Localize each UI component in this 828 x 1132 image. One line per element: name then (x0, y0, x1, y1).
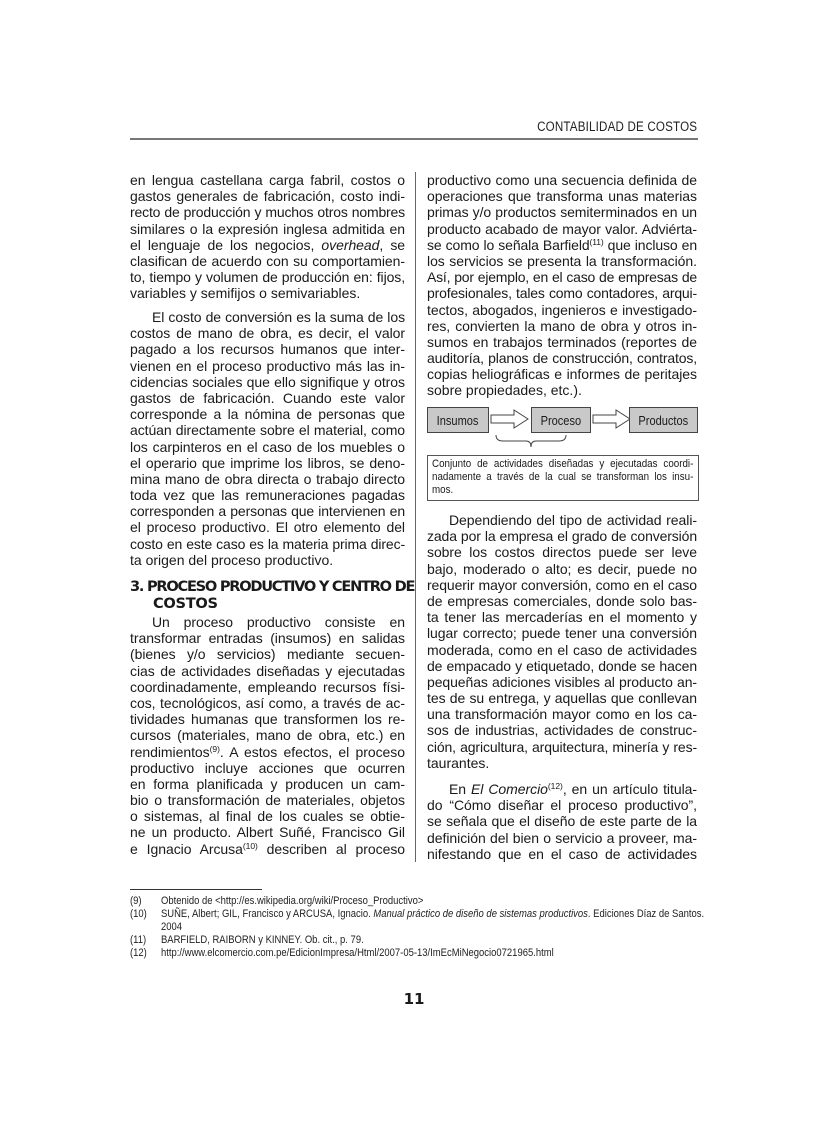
text-run: producto acabado de mayor valor. Adviérta- (427, 220, 697, 237)
text-run: productivo incluye acciones que ocurren (130, 759, 405, 776)
text-run: http://www.elcomercio.com.pe/EdicionImpresa/Html/2007-05-13/ImEcMiNegocio0721965.html (160, 947, 554, 959)
text-run: moderada, como en el caso de actividades (427, 641, 697, 658)
text-run: el operario que imprime los libros, se deno- (130, 454, 405, 471)
text-run: do “Cómo diseñar el proceso productivo”, (427, 797, 697, 814)
text-run: nifestando que en el caso de actividades (427, 845, 697, 862)
footnote-ref: (10) (242, 840, 258, 851)
text-line (130, 646, 405, 662)
text-run: coordinadamente, empleando recursos físi- (130, 678, 405, 695)
text-run: se como lo señala Barfield (427, 236, 590, 253)
text-line (427, 739, 697, 755)
text-run: cias de actividades diseñadas y ejecutadas (130, 662, 405, 679)
text-line (130, 841, 405, 857)
heading-line: COSTOS (153, 595, 218, 612)
text-run: zada por la empresa el grado de conversión (427, 528, 697, 545)
text-run: 2004 (160, 921, 183, 933)
text-run: operaciones que transforma unas materias (427, 188, 697, 205)
text-run: toda vez que las remuneraciones pagadas (130, 487, 405, 504)
text-run: recto de producción y muchos otros nombres (130, 204, 405, 221)
text-run: El costo de conversión es la suma de los (152, 309, 405, 325)
footnote (130, 934, 364, 947)
text-line (427, 253, 697, 269)
text-run: gastos generales de fabricación, costo indi- (130, 188, 405, 205)
text-run: el lenguaje de los negocios, (130, 236, 322, 253)
text-line (130, 519, 405, 535)
text-run: cidencias sociales que ello signifique y otros (130, 373, 405, 390)
text-run: ción, agricultura, arquitectura, minería y res- (427, 738, 697, 755)
text-run: (bienes y/o servicios) mediante secuen- (130, 646, 405, 663)
text-run: taurantes. (427, 754, 490, 771)
text-line (130, 776, 405, 792)
text-run: cos, tecnológicos, así como, a través de ac- (130, 694, 405, 711)
text-run: variables y semifijos o semivariables. (130, 285, 361, 302)
text-run: auditoría, planos de construcción, contratos, (427, 350, 697, 367)
text-line (427, 674, 697, 690)
caption-line: nadamente a través de la cual se transforman los insu- (432, 471, 694, 483)
footnote-rule (130, 889, 262, 890)
text-run: . Ediciones Díaz de Santos. (587, 908, 705, 920)
arrow-right-icon (490, 409, 530, 429)
text-line (130, 237, 405, 253)
text-line (130, 341, 405, 357)
text-line (427, 846, 697, 862)
text-line (427, 188, 697, 204)
text-run: to, tiempo y volumen de producción en: fijos, (130, 269, 405, 286)
text-run: en lengua castellana carga fabril, costos o (130, 172, 405, 188)
text-line (130, 503, 405, 519)
paragraph (427, 172, 697, 399)
text-line (130, 487, 405, 503)
text-run: Así, por ejemplo, en el caso de empresas de (427, 269, 697, 286)
text-line (427, 813, 697, 829)
heading-line: 3. PROCESO PRODUCTIVO Y CENTRO DE (130, 578, 415, 595)
footnote-ref: (11) (589, 236, 604, 247)
text-run: bio o transformación de materiales, objetos (130, 792, 405, 809)
diagram-box-proceso (531, 407, 591, 433)
text-line (427, 366, 697, 382)
text-line (130, 536, 405, 552)
text-run: sumos en trabajos terminados (reportes de (427, 333, 697, 350)
text-line (130, 221, 405, 237)
italic-text: Manual práctico de diseño de sistemas productivos (373, 908, 588, 920)
footnote-number: (12) (130, 947, 147, 959)
text-line (427, 318, 697, 334)
diagram-box-productos (629, 407, 698, 433)
footnote-text[interactable] (161, 895, 423, 907)
text-line (130, 172, 405, 188)
text-run: copias heliográficas e informes de peritajes (427, 366, 697, 383)
paragraph (427, 512, 697, 771)
text-run: de empacado y etiquetado, donde se hacen (427, 657, 697, 674)
text-run: en forma planificada y producen un cam- (130, 775, 405, 792)
text-line (427, 797, 697, 813)
text-run: los servicios se presenta la transformación. (427, 252, 697, 269)
text-run: SUÑE, Albert; GIL, Francisco y ARCUSA, Ignacio. (160, 908, 374, 920)
text-line (427, 722, 697, 738)
text-run: lugar correcto; puede tener una conversión (427, 625, 697, 642)
text-run: corresponde a la nómina de personas que (130, 406, 405, 423)
text-line (130, 455, 405, 471)
text-run: mina mano de obra directa o trabajo directo (130, 470, 405, 487)
text-line (130, 269, 405, 285)
text-run: En (449, 781, 472, 797)
text-line (427, 382, 697, 398)
text-run: productivo como una secuencia definida de (427, 172, 697, 188)
text-run: profesionales, tales como contadores, arqui- (427, 285, 697, 302)
text-line (130, 204, 405, 220)
text-line (130, 325, 405, 341)
text-line (130, 374, 405, 390)
footnote (130, 908, 704, 921)
text-line (427, 269, 697, 285)
text-run: actúan directamente sobre el material, como (130, 422, 405, 439)
text-line (427, 609, 697, 625)
text-run: de empresas comerciales, donde solo bas- (427, 592, 697, 609)
text-line (427, 285, 697, 301)
paragraph (130, 309, 405, 568)
text-line (427, 512, 697, 528)
text-line (427, 350, 697, 366)
paragraph (130, 614, 405, 857)
section-heading (130, 578, 415, 612)
text-line (427, 334, 697, 350)
diagram-box-insumos (427, 407, 489, 433)
text-line (130, 285, 405, 301)
text-line (427, 237, 697, 253)
text-line (130, 422, 405, 438)
text-line (427, 625, 697, 641)
text-run: clasifican de acuerdo con su comportamien- (130, 252, 405, 269)
text-run: sos de industrias, actividades de construc- (427, 722, 697, 739)
text-line (130, 824, 405, 840)
text-line (130, 760, 405, 776)
text-run: el proceso productivo. El otro elemento del (130, 519, 405, 536)
text-run: pequeñas adiciones visibles al producto an- (427, 673, 697, 690)
page-number: 11 (403, 990, 425, 1008)
paragraph (130, 172, 405, 302)
footnote-number: (10) (130, 908, 147, 920)
footnote (130, 895, 423, 908)
italic-text: overhead (321, 236, 380, 253)
text-line (130, 188, 405, 204)
footnote-number: (11) (130, 934, 147, 946)
text-run: tividades humanas que transformen los re- (130, 711, 405, 728)
footnote-number: (9) (130, 895, 142, 907)
text-line (130, 695, 405, 711)
text-run: res, convierten la mano de obra y otros in- (427, 317, 697, 334)
text-line (427, 172, 697, 188)
text-run: bajo, moderado o alto; es decir, puede no (427, 560, 697, 577)
text-run: vienen en el proceso productivo más las in- (130, 357, 405, 374)
text-line (427, 561, 697, 577)
text-line (130, 471, 405, 487)
footnote-text (161, 921, 182, 933)
text-run: . A estos efectos, el proceso (219, 743, 405, 760)
text-run: se señala que el diseño de este parte de la (427, 813, 697, 830)
text-run: ta origen del proceso productivo. (130, 551, 334, 568)
text-line (130, 808, 405, 824)
text-run: transformar entradas (insumos) en salidas (130, 630, 405, 647)
text-run: ne un producto. Albert Suñé, Francisco Gil (130, 824, 405, 841)
text-run: una transformación mayor como en los ca- (427, 706, 697, 723)
text-run: primas y/o productos semiterminados en un (427, 204, 697, 221)
text-line (130, 309, 405, 325)
text-line (427, 706, 697, 722)
text-run: los carpinteros en el caso de los muebles o (130, 438, 405, 455)
text-line (130, 406, 405, 422)
text-line (427, 544, 697, 560)
text-line (427, 528, 697, 544)
column-divider (415, 172, 416, 862)
text-run: definición del bien o servicio a proveer, ma- (427, 829, 697, 846)
running-header: CONTABILIDAD DE COSTOS (536, 119, 697, 134)
text-line (130, 663, 405, 679)
text-run: , en un artículo titula- (562, 781, 697, 797)
header-rule (130, 138, 698, 140)
text-line (130, 614, 405, 630)
text-run: describen al proceso (257, 840, 405, 857)
text-run: rendimientos (130, 743, 210, 760)
text-line (130, 679, 405, 695)
text-run: Obtenido de <http://es.wikipedia.org/wiki/Proceso_Productivo> (160, 895, 424, 907)
text-line (130, 792, 405, 808)
text-run: tectos, abogados, ingenieros e investigado- (427, 301, 697, 318)
text-run: corresponden a personas que intervienen en (130, 503, 405, 520)
footnote-ref: (9) (209, 743, 220, 754)
text-line (427, 221, 697, 237)
footnote (130, 921, 182, 934)
text-line (427, 204, 697, 220)
text-run: Dependiendo del tipo de actividad reali- (449, 512, 697, 528)
text-run: BARFIELD, RAIBORN y KINNEY. Ob. cit., p. 79. (160, 934, 364, 946)
italic-text: El Comercio (471, 781, 548, 797)
text-line (130, 727, 405, 743)
text-line (130, 439, 405, 455)
diagram-caption (427, 455, 699, 501)
text-run: similares o la expresión inglesa admitida en (130, 220, 405, 237)
text-line (427, 642, 697, 658)
text-line (427, 781, 697, 797)
text-run: gastos de fabricación. Cuando este valor (130, 389, 405, 406)
text-line (130, 711, 405, 727)
text-run: Un proceso productivo consiste en (152, 614, 405, 630)
text-line (130, 253, 405, 269)
text-run: pagado a los recursos humanos que inter- (130, 341, 405, 358)
caption-line: mos. (432, 484, 454, 496)
text-run: tes de su entrega, y aquellas que conllevan (427, 690, 697, 707)
text-line (427, 577, 697, 593)
text-run: que incluso en (603, 236, 697, 253)
text-line (427, 830, 697, 846)
arrow-right-icon (592, 409, 632, 429)
text-line (427, 302, 697, 318)
footnote (130, 947, 554, 960)
box-label: Productos (638, 412, 689, 428)
text-run: ta tener las mercaderías en el momento y (427, 609, 697, 626)
text-line (130, 552, 405, 568)
box-label: Proceso (540, 412, 582, 428)
text-line (130, 630, 405, 646)
text-run: sobre los costos directos puede ser leve (427, 544, 697, 561)
text-run: requerir mayor conversión, como en el caso (427, 576, 697, 593)
text-run: , se (379, 236, 405, 253)
text-run: costo en este caso es la materia prima direc- (130, 535, 405, 552)
text-run: sobre propiedades, etc.). (427, 382, 582, 399)
text-run: e Ignacio Arcusa (130, 840, 243, 857)
text-line (427, 755, 697, 771)
text-line (130, 358, 405, 374)
footnote-text (161, 934, 364, 946)
caption-line: Conjunto de actividades diseñadas y ejecutadas coordi- (432, 458, 694, 470)
footnote-text[interactable] (161, 947, 554, 959)
footnote-ref: (12) (547, 781, 563, 791)
text-line (427, 690, 697, 706)
text-line (130, 744, 405, 760)
text-line (427, 593, 697, 609)
text-line (130, 390, 405, 406)
text-run: o sistemas, al final de los cuales se obtie- (130, 808, 405, 825)
text-run: costos de mano de obra, es decir, el valor (130, 325, 405, 342)
footnote-text (161, 908, 704, 920)
text-line (427, 658, 697, 674)
box-label: Insumos (437, 412, 479, 428)
text-run: cursos (materiales, mano de obra, etc.) en (130, 727, 405, 744)
paragraph (427, 781, 697, 862)
brace-icon (495, 434, 567, 450)
